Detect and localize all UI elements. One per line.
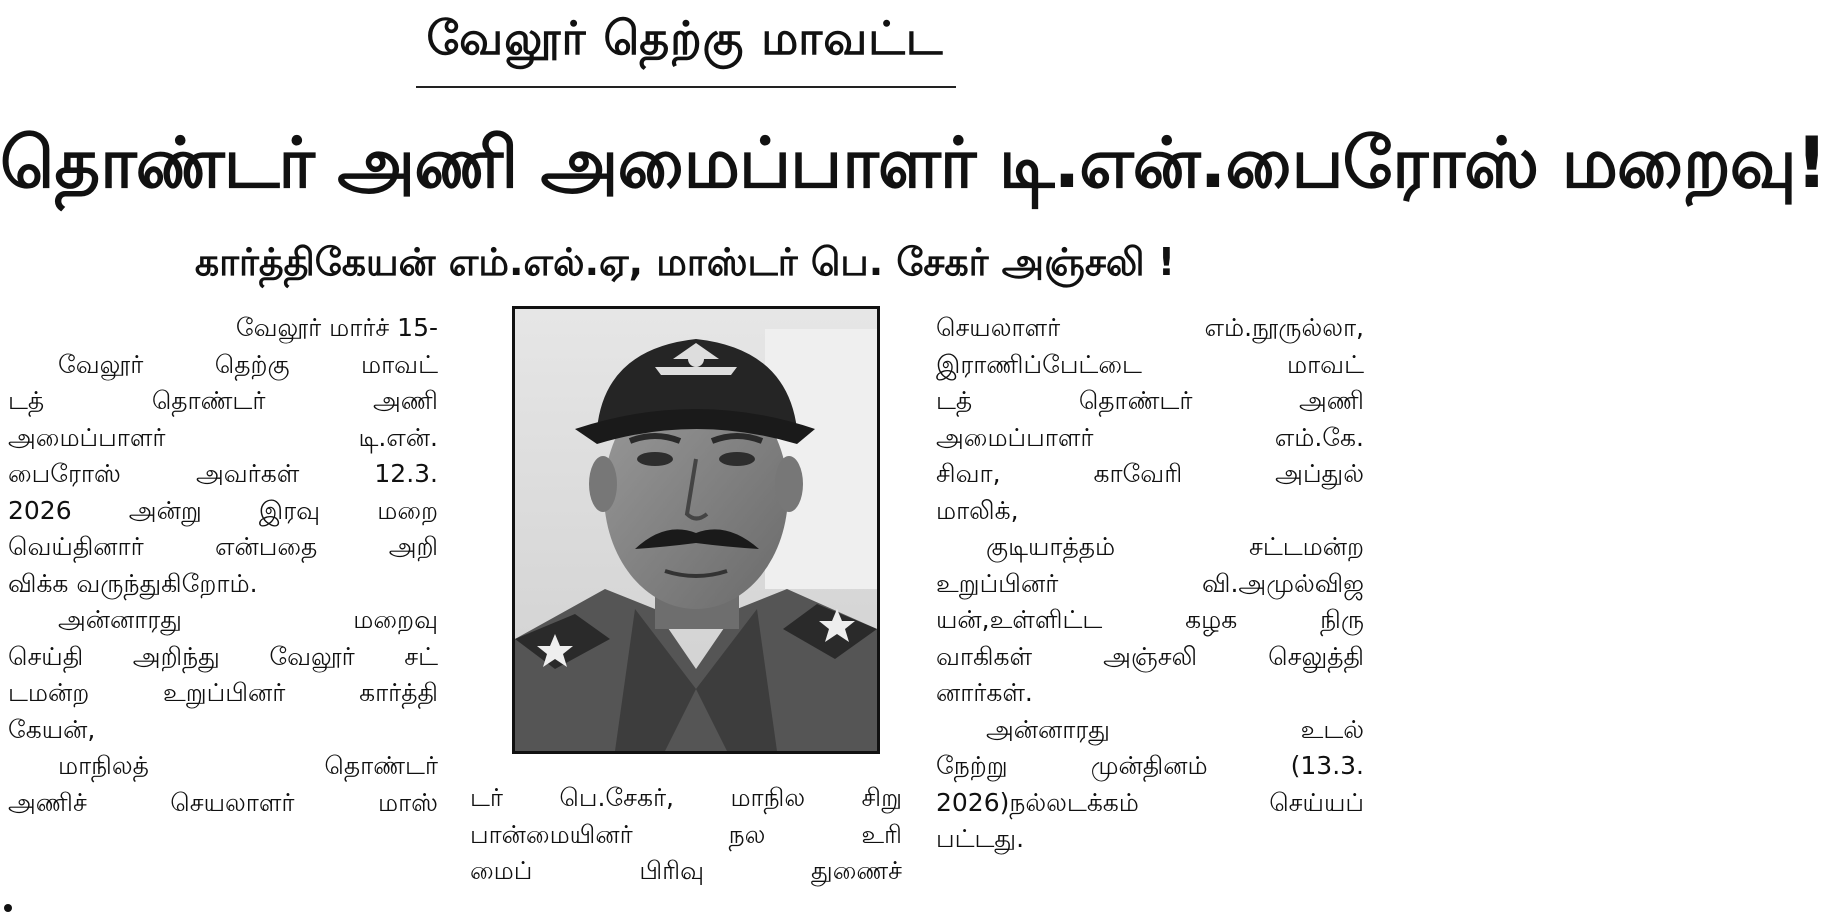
article-line: டர் பெ.சேகர், மாநில சிறு	[470, 783, 902, 812]
article-line: அன்னாரது மறைவு	[58, 605, 438, 634]
article-line: இராணிப்பேட்டை மாவட்	[936, 349, 1364, 379]
article-line: சிவா, காவேரி அப்துல்	[936, 459, 1364, 488]
article-line: டத் தொண்டர் அணி	[8, 386, 438, 415]
section-kicker: வேலூர் தெற்கு மாவட்ட	[426, 11, 944, 65]
article-line: நேற்று முன்தினம் (13.3.	[936, 751, 1364, 780]
article-line: டத் தொண்டர் அணி	[936, 386, 1364, 415]
article-line: விக்க வருந்துகிறோம்.	[8, 568, 258, 598]
article-line: பான்மையினர் நல உரி	[470, 819, 902, 849]
right-article-column	[936, 310, 1364, 858]
article-line: பட்டது.	[936, 824, 1025, 853]
article-line: யன்,உள்ளிட்ட கழக நிரு	[936, 605, 1364, 634]
article-line: 2026 அன்று இரவு மறை	[8, 495, 438, 525]
article-line: வெய்தினார் என்பதை அறி	[8, 532, 438, 561]
article-line: அமைப்பாளர் எம்.கே.	[936, 422, 1364, 452]
article-line: டமன்ற உறுப்பினர் கார்த்தி	[8, 678, 438, 707]
portrait-photo	[512, 306, 880, 754]
article-line: னார்கள்.	[936, 678, 1033, 707]
center-article-column	[470, 780, 902, 890]
kicker-underline	[416, 86, 956, 88]
article-line: பைரோஸ் அவர்கள் 12.3.	[8, 459, 438, 488]
article-line: வேலூர் தெற்கு மாவட்	[58, 349, 438, 379]
article-line: செயலாளர் எம்.நூருல்லா,	[936, 313, 1364, 342]
article-line: அணிச் செயலாளர் மாஸ்	[8, 787, 438, 817]
subheadline: கார்த்திகேயன் எம்.எல்.ஏ, மாஸ்டர் பெ. சேகர் அஞ்சலி !	[194, 240, 1176, 284]
article-line: அன்னாரது உடல்	[986, 714, 1364, 744]
page-dot	[4, 904, 12, 912]
article-line: அமைப்பாளர் டி.என்.	[8, 422, 438, 452]
left-article-column	[8, 310, 438, 821]
article-line: மாலிக்,	[936, 495, 1019, 525]
article-line: செய்தி அறிந்து வேலூர் சட்	[8, 641, 438, 671]
article-line: மாநிலத் தொண்டர்	[58, 751, 438, 780]
article-line: உறுப்பினர் வி.அமுல்விஜ	[936, 568, 1364, 598]
article-line: 2026)நல்லடக்கம் செய்யப்	[936, 787, 1364, 817]
article-line: வாகிகள் அஞ்சலி செலுத்தி	[936, 641, 1364, 671]
article-line: மைப் பிரிவு துணைச்	[470, 856, 902, 885]
article-line: கேயன்,	[8, 714, 96, 744]
headline: தொண்டர் அணி அமைப்பாளர் டி.என்.பைரோஸ் மறைவு!	[0, 122, 1827, 204]
portrait-illustration	[515, 309, 877, 751]
dateline: வேலூர் மார்ச் 15-	[235, 313, 438, 342]
article-line: குடியாத்தம் சட்டமன்ற	[986, 532, 1364, 561]
